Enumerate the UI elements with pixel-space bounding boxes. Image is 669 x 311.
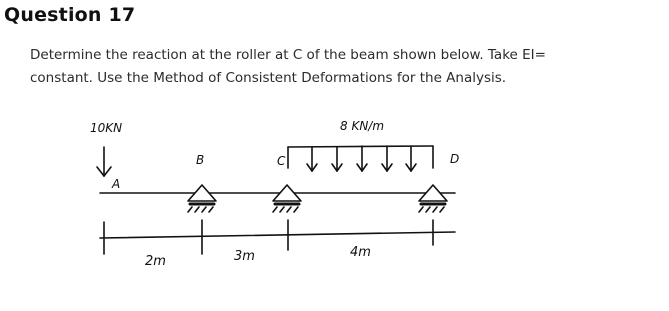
question-title: Question 17 [4, 4, 136, 26]
question-body [30, 44, 660, 90]
question-line-1: Determine the reaction at the roller at C of the beam shown below. Take EI= [30, 47, 546, 63]
point-a-label: A [112, 177, 121, 191]
udl-load [288, 146, 433, 171]
span-ab-label: 2m [145, 254, 166, 269]
support-b [188, 185, 216, 212]
point-load-label: 10KN [90, 121, 123, 135]
question-line-2: constant. Use the Method of Consistent Deformations for the Analysis. [30, 70, 507, 86]
point-d-label: D [450, 152, 460, 166]
udl-label: 8 KN/m [340, 119, 385, 133]
support-c [273, 185, 301, 212]
point-c-label: C [277, 154, 286, 168]
support-d [419, 185, 447, 212]
span-bc-label: 3m [234, 249, 255, 264]
dimension-line [100, 220, 455, 254]
span-cd-label: 4m [350, 245, 371, 260]
point-b-label: B [196, 153, 205, 167]
point-load-arrow [97, 147, 111, 176]
beam-diagram [0, 110, 669, 311]
